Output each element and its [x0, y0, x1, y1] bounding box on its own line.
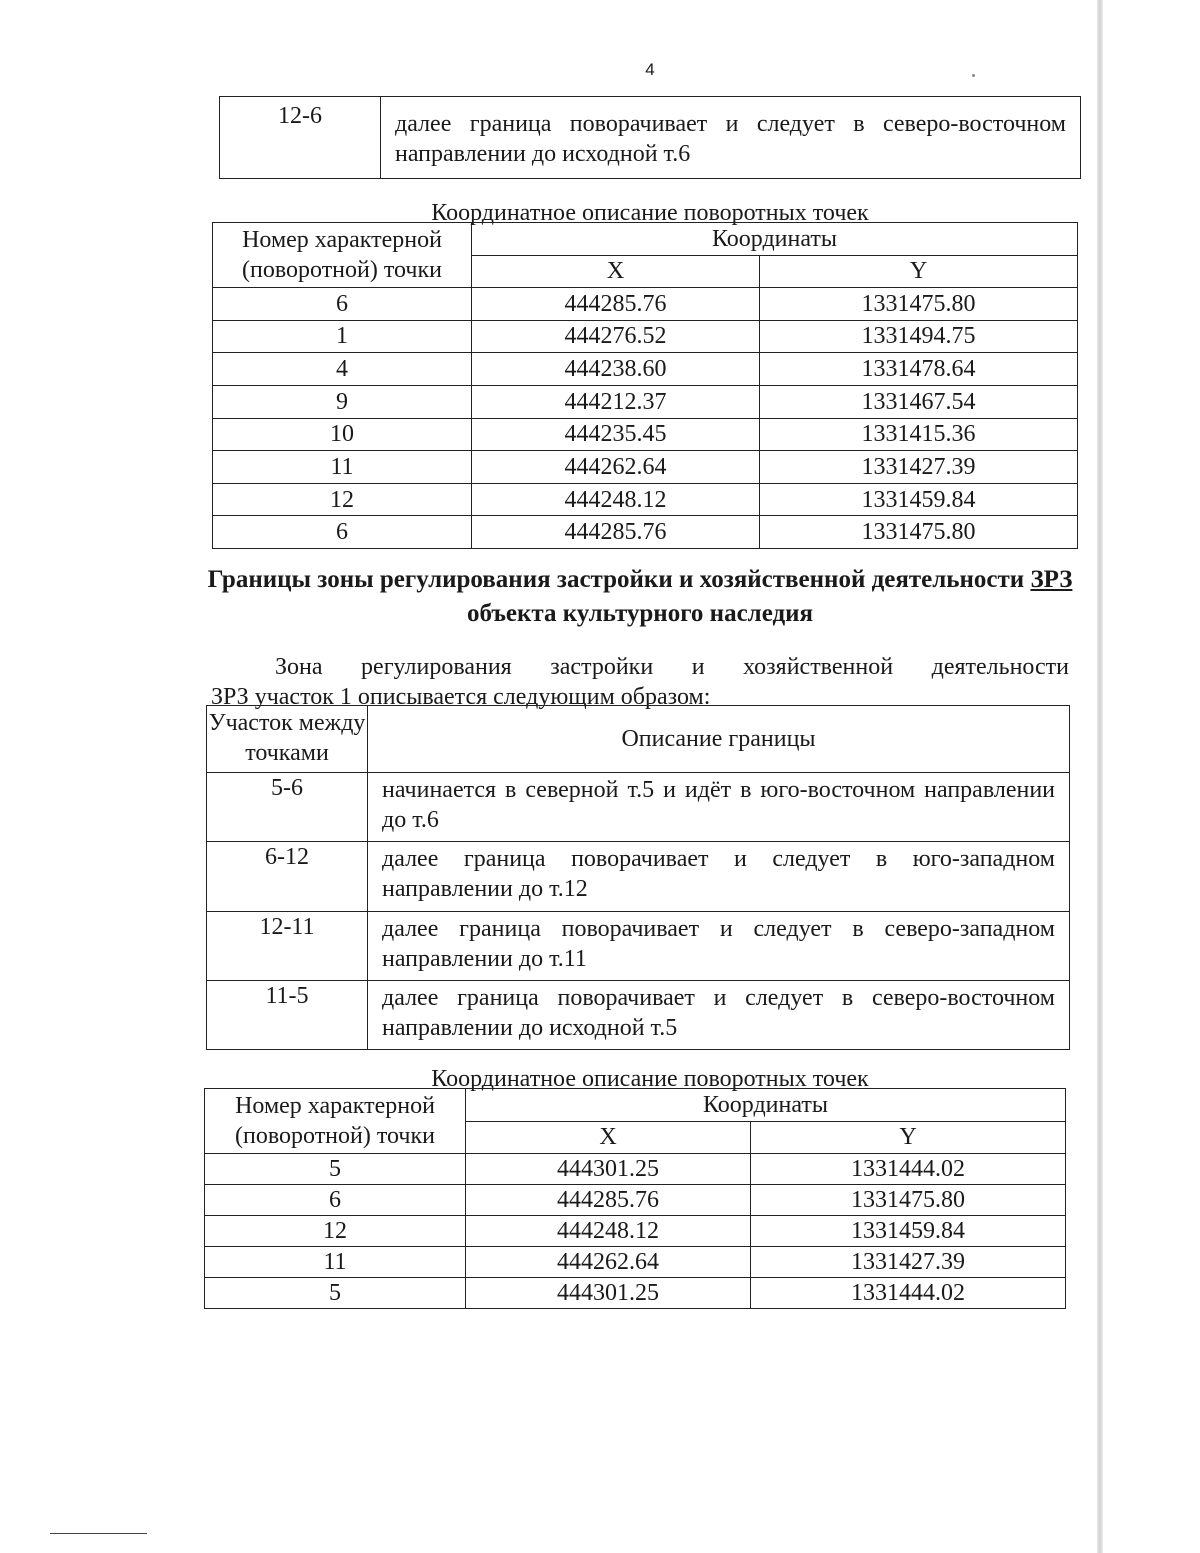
y-coordinate-cell: 1331444.02: [751, 1278, 1066, 1309]
intro-line-1: Зона регулирования застройки и хозяйственной деятельности: [275, 654, 1069, 680]
point-number-cell: 6: [213, 288, 472, 321]
point-number-cell: 6: [205, 1185, 466, 1216]
table-row: [207, 842, 1070, 911]
coordinates-table: [212, 222, 1078, 549]
header-segment: Участок между точками: [207, 706, 368, 773]
page-number: 4: [645, 60, 655, 79]
header-point-number: Номер характерной (поворотной) точки: [205, 1089, 466, 1154]
table-row: [207, 773, 1070, 842]
segment-cell: 5-6: [207, 773, 368, 842]
x-coordinate-cell: 444235.45: [472, 418, 760, 451]
header-x: X: [472, 255, 760, 288]
table-row: [213, 483, 1078, 516]
table-row: [205, 1185, 1066, 1216]
x-coordinate-cell: 444212.37: [472, 385, 760, 418]
table-row: [207, 911, 1070, 980]
point-number-cell: 6: [213, 516, 472, 549]
segment-cell: 6-12: [207, 842, 368, 911]
table-header-row: [213, 223, 1078, 256]
x-coordinate-cell: 444276.52: [472, 320, 760, 353]
description-cell: начинается в северной т.5 и идёт в юго-восточном направлении до т.6: [368, 773, 1070, 842]
description-cell: далее граница поворачивает и следует в северо-западном направлении до т.11: [368, 911, 1070, 980]
point-number-cell: 12: [213, 483, 472, 516]
table-row: [213, 320, 1078, 353]
point-number-cell: 10: [213, 418, 472, 451]
x-coordinate-cell: 444262.64: [472, 451, 760, 484]
table-row: [205, 1154, 1066, 1185]
coord-table-caption: Координатное описание поворотных точек: [431, 1066, 869, 1092]
x-coordinate-cell: 444285.76: [472, 288, 760, 321]
intro-line-2: ЗРЗ участок 1 описывается следующим образом:: [211, 684, 711, 710]
y-coordinate-cell: 1331467.54: [759, 385, 1077, 418]
table-row: [220, 97, 1081, 179]
x-coordinate-cell: 444301.25: [466, 1278, 751, 1309]
zrz-boundary-description-table: [206, 705, 1070, 1050]
y-coordinate-cell: 1331415.36: [759, 418, 1077, 451]
zrz-table-body: [207, 773, 1070, 1050]
segment-cell: 12-11: [207, 911, 368, 980]
table-row: [213, 418, 1078, 451]
table-row: [213, 516, 1078, 549]
table-row: [205, 1247, 1066, 1278]
y-coordinate-cell: 1331427.39: [759, 451, 1077, 484]
intro-paragraph: [211, 652, 1069, 712]
table-row: [213, 353, 1078, 386]
table-row: [205, 1278, 1066, 1309]
header-y: Y: [759, 255, 1077, 288]
table-header-row: [205, 1089, 1066, 1122]
footnote-rule: [50, 1533, 147, 1534]
heading-zrz-abbrev: ЗРЗ: [1030, 566, 1073, 593]
y-coordinate-cell: 1331494.75: [759, 320, 1077, 353]
description-cell: далее граница поворачивает и следует в северо-восточном направлении до исходной т.5: [368, 980, 1070, 1049]
header-point-number: Номер характерной (поворотной) точки: [213, 223, 472, 288]
description-cell: далее граница поворачивает и следует в северо-восточном направлении до исходной т.6: [381, 97, 1081, 179]
header-x: X: [466, 1121, 751, 1154]
description-cell: далее граница поворачивает и следует в юго-западном направлении до т.12: [368, 842, 1070, 911]
header-description: Описание границы: [368, 706, 1070, 773]
x-coordinate-cell: 444248.12: [466, 1216, 751, 1247]
table-header-row: [207, 706, 1070, 773]
y-coordinate-cell: 1331427.39: [751, 1247, 1066, 1278]
y-coordinate-cell: 1331459.84: [751, 1216, 1066, 1247]
table-row: [213, 385, 1078, 418]
coordinates-table: [204, 1088, 1066, 1309]
heading-text-end: объекта культурного наследия: [466, 600, 814, 627]
y-coordinate-cell: 1331459.84: [759, 483, 1077, 516]
x-coordinate-cell: 444262.64: [466, 1247, 751, 1278]
x-coordinate-cell: 444285.76: [466, 1185, 751, 1216]
point-number-cell: 5: [205, 1154, 466, 1185]
segment-cell: 11-5: [207, 980, 368, 1049]
y-coordinate-cell: 1331478.64: [759, 353, 1077, 386]
x-coordinate-cell: 444301.25: [466, 1154, 751, 1185]
boundary-description-table-continued: [219, 96, 1081, 179]
page-edge-shadow: [1097, 0, 1103, 1553]
x-coordinate-cell: 444285.76: [472, 516, 760, 549]
section-heading: [200, 563, 1080, 631]
point-number-cell: 5: [205, 1278, 466, 1309]
header-coordinates: Координаты: [472, 223, 1078, 256]
coord-table-caption: Координатное описание поворотных точек: [431, 200, 869, 226]
point-number-cell: 12: [205, 1216, 466, 1247]
point-number-cell: 11: [205, 1247, 466, 1278]
table-row: [205, 1216, 1066, 1247]
header-y: Y: [751, 1121, 1066, 1154]
coordinates-table-body: [213, 288, 1078, 549]
coordinates-table-body: [205, 1154, 1066, 1309]
point-number-cell: 4: [213, 353, 472, 386]
point-number-cell: 9: [213, 385, 472, 418]
segment-cell: 12-6: [220, 97, 381, 179]
header-coordinates: Координаты: [466, 1089, 1066, 1122]
table-row: [207, 980, 1070, 1049]
y-coordinate-cell: 1331475.80: [759, 516, 1077, 549]
point-number-cell: 1: [213, 320, 472, 353]
point-number-cell: 11: [213, 451, 472, 484]
y-coordinate-cell: 1331444.02: [751, 1154, 1066, 1185]
y-coordinate-cell: 1331475.80: [751, 1185, 1066, 1216]
scan-artifact: [972, 74, 975, 77]
heading-text: Границы зоны регулирования застройки и хозяйственной деятельности: [207, 566, 1031, 593]
x-coordinate-cell: 444238.60: [472, 353, 760, 386]
y-coordinate-cell: 1331475.80: [759, 288, 1077, 321]
table-row: [213, 288, 1078, 321]
x-coordinate-cell: 444248.12: [472, 483, 760, 516]
table-row: [213, 451, 1078, 484]
